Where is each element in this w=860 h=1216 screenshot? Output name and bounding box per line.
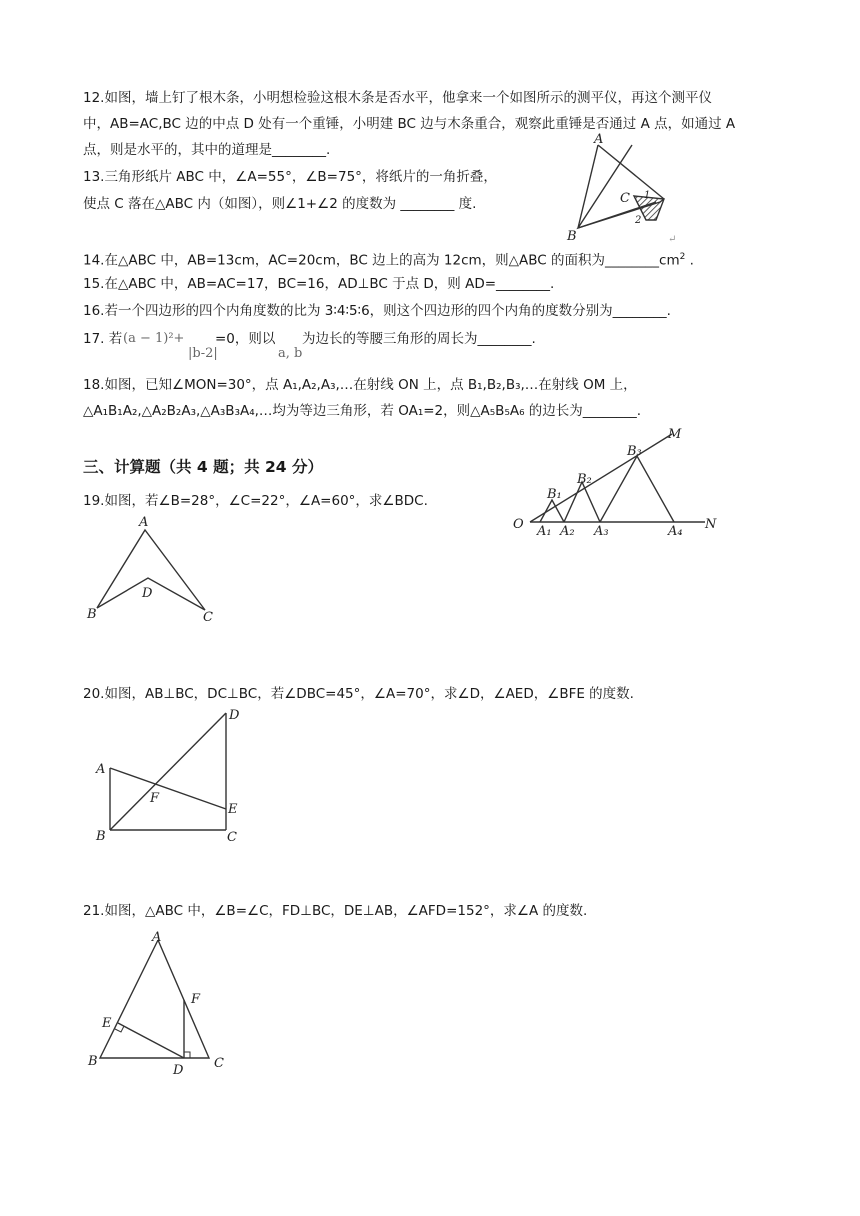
q12-line3: 点，则是水平的，其中的道理是________. bbox=[83, 142, 331, 158]
q17-prefix: 17. 若 bbox=[83, 331, 123, 347]
q21-label-f: F bbox=[191, 992, 201, 1007]
q20-segment-ae bbox=[110, 768, 226, 809]
q14-sup: 2 bbox=[679, 252, 686, 262]
q20-label-e: E bbox=[228, 802, 238, 817]
q18-triangle-2 bbox=[564, 482, 600, 522]
q21-label-a: A bbox=[152, 930, 162, 945]
q17-suffix: 为边长的等腰三角形的周长为________. bbox=[302, 331, 536, 347]
q18-ray-om bbox=[530, 434, 672, 522]
q21-label-e: E bbox=[102, 1016, 112, 1031]
q21-right-angle-e bbox=[115, 1026, 124, 1032]
q18-label-b3: B₃ bbox=[627, 444, 642, 459]
q13-side-ab bbox=[578, 145, 598, 228]
q19-label-d: D bbox=[142, 586, 153, 601]
q17-vars: a, b bbox=[278, 346, 303, 361]
q21-text: 21.如图，△ABC 中，∠B=∠C，FD⊥BC，DE⊥AB，∠AFD=152°，求∠A 的度数. bbox=[83, 903, 588, 919]
q19-label-b: B bbox=[87, 607, 97, 622]
q17-expr2: |b-2| bbox=[188, 346, 218, 361]
q16-text: 16.若一个四边形的四个内角度数的比为 3∶4∶5∶6，则这个四边形的四个内角的度数分别为________. bbox=[83, 303, 671, 319]
q20-label-f: F bbox=[150, 791, 160, 806]
q19-label-c: C bbox=[203, 610, 213, 625]
q14-tail: . bbox=[685, 252, 694, 269]
q18-label-o: O bbox=[513, 517, 524, 532]
q19-figure bbox=[85, 513, 225, 623]
q20-segment-bd bbox=[110, 713, 226, 830]
q21-segment-de bbox=[118, 1023, 184, 1058]
q13-figure bbox=[560, 132, 720, 245]
q21-label-d: D bbox=[173, 1063, 184, 1078]
q18-label-b2: B₂ bbox=[577, 472, 592, 487]
q13-side-ac bbox=[598, 145, 664, 199]
q21-figure bbox=[88, 928, 248, 1078]
q13-label-c: C bbox=[620, 191, 630, 206]
q21-right-angle-d bbox=[184, 1052, 190, 1058]
q17-expr1: (a − 1)²+ bbox=[123, 331, 185, 346]
q18-label-b1: B₁ bbox=[547, 487, 562, 502]
q18-figure bbox=[510, 425, 725, 540]
q18-label-a1: A₁ bbox=[537, 524, 552, 539]
q18-label-a4: A₄ bbox=[668, 524, 683, 539]
q20-label-a: A bbox=[96, 762, 106, 777]
q20-label-b: B bbox=[96, 829, 106, 844]
q18-label-a2: A₂ bbox=[560, 524, 575, 539]
q18-line2: △A₁B₁A₂,△A₂B₂A₃,△A₃B₃A₄,…均为等边三角形，若 OA₁=2，则△A₅B₅A₆ 的边长为________. bbox=[83, 403, 642, 419]
q20-label-d: D bbox=[229, 708, 240, 723]
q12-line1: 12.如图，墙上钉了根木条，小明想检验这根木条是否水平，他拿来一个如图所示的测平仪，再这个测平仪 bbox=[83, 90, 712, 106]
q14-text bbox=[83, 247, 694, 271]
q18-line1: 18.如图，已知∠MON=30°，点 A₁,A₂,A₃,…在射线 ON 上，点 B₁,B₂,B₃,…在射线 OM 上， bbox=[83, 377, 637, 393]
q13-label-a: A bbox=[594, 132, 604, 147]
q20-figure bbox=[92, 703, 252, 843]
q21-label-c: C bbox=[214, 1056, 224, 1071]
q18-label-a3: A₃ bbox=[594, 524, 609, 539]
q14-main: 14.在△ABC 中，AB=13cm，AC=20cm，BC 边上的高为 12cm，则△ABC 的面积为________cm bbox=[83, 252, 680, 269]
q20-text: 20.如图，AB⊥BC，DC⊥BC，若∠DBC=45°，∠A=70°，求∠D，∠AED，∠BFE 的度数. bbox=[83, 686, 634, 702]
q13-label-2: 2 bbox=[635, 215, 642, 226]
q13-label-1: 1 bbox=[644, 190, 651, 201]
q19-text: 19.如图，若∠B=28°，∠C=22°，∠A=60°，求∠BDC. bbox=[83, 493, 428, 509]
q13-line1: 13.三角形纸片 ABC 中，∠A=55°，∠B=75°，将纸片的一角折叠， bbox=[83, 169, 497, 185]
q18-label-m: M bbox=[668, 427, 682, 442]
section3-title: 三、计算题（共 4 题；共 24 分） bbox=[83, 458, 323, 476]
q18-label-n: N bbox=[705, 517, 717, 532]
q20-label-c: C bbox=[227, 830, 237, 845]
q19-label-a: A bbox=[139, 515, 149, 530]
q13-return-mark: ↵ bbox=[668, 234, 677, 245]
q17-mid: =0，则以 bbox=[215, 331, 276, 347]
q15-text: 15.在△ABC 中，AB=AC=17，BC=16，AD⊥BC 于点 D，则 AD=________. bbox=[83, 276, 555, 292]
q13-line2: 使点 C 落在△ABC 内（如图），则∠1+∠2 的度数为 ________ 度. bbox=[83, 196, 477, 212]
q18-triangle-3 bbox=[600, 456, 674, 522]
q21-label-b: B bbox=[88, 1054, 98, 1069]
q13-label-b: B bbox=[567, 229, 577, 244]
q12-line2: 中，AB=AC,BC 边的中点 D 处有一个重锤，小明建 BC 边与木条重合，观察此重锤是否通过 A 点，如通过 A bbox=[83, 116, 736, 132]
